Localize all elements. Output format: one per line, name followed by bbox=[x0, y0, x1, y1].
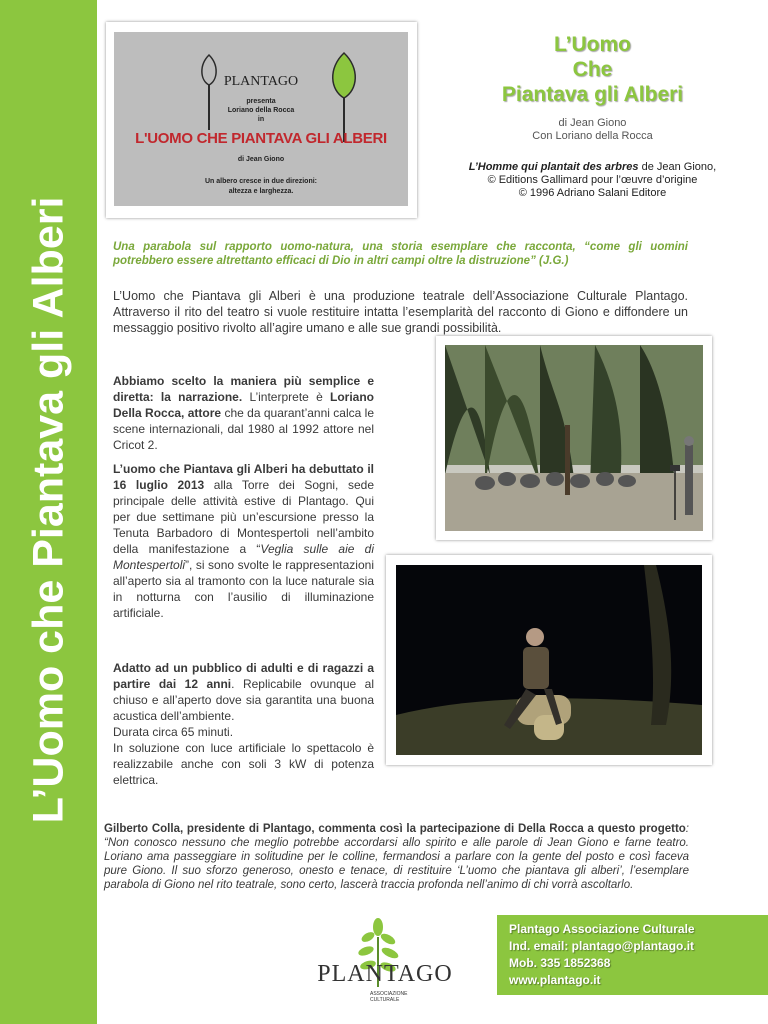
credit-performer: Con Loriano della Rocca bbox=[532, 130, 653, 142]
president-comment bbox=[104, 822, 689, 892]
p2-italic-1: Veglia sulle aie di Montespertoli bbox=[113, 542, 374, 572]
p3-text-1: . Replicabile ovunque al chiuso e all’aperto dove sia garantita una buona acustica dell’ambiente. bbox=[113, 677, 374, 723]
poster-tagline-2: altezza e larghezza. bbox=[228, 188, 294, 195]
p1-bold-2: Loriano Della Rocca, attore bbox=[113, 390, 374, 420]
plantago-logo bbox=[310, 917, 460, 1017]
rights-line-3: © 1996 Adriano Salani Editore bbox=[518, 187, 667, 199]
sidebar-title: L’Uomo che Piantava gli Alberi bbox=[24, 196, 73, 824]
quote: Una parabola sul rapporto uomo-natura, una storia esemplare che racconta, “come gli uomini potrebbero essere altrettanto efficaci di Dio in altri campi oltre la distruzione” (J.G.) bbox=[113, 241, 688, 267]
poster-in: in bbox=[257, 116, 265, 123]
photo-performance-dusk-image bbox=[445, 345, 703, 531]
poster-brand: PLANTAGO bbox=[223, 74, 299, 89]
contact-box bbox=[497, 915, 768, 995]
intro-paragraph: L’Uomo che Piantava gli Alberi è una produzione teatrale dell’Associazione Culturale Plantago. Attraverso il rito del teatro si vuole restituire intatta l’esemplarità del racconto di Giono e diffondere un messaggio positivo rivolto all’agire umano e alle sue grandi possibilità. bbox=[113, 289, 688, 335]
contact-phone: Mob. 335 1852368 bbox=[509, 956, 611, 970]
p1-text-1: L’interprete è bbox=[242, 390, 330, 404]
p2-text-2: ”, si sono svolte le rappresentazioni all’aperto sia al tramonto con la luce naturale sia in notturna con l’ausilio di illuminazione artificiale. bbox=[113, 558, 374, 620]
p3-duration: Durata circa 65 minuti. bbox=[113, 725, 234, 739]
title-block bbox=[445, 32, 740, 200]
p1-text-2: che da quarant’anni calca le scene internazionali, dal 1980 al 1992 attore nel Cricot 2. bbox=[113, 406, 374, 452]
paragraph-debut bbox=[113, 461, 374, 621]
poster-author: di Jean Giono bbox=[237, 156, 285, 163]
contact-org: Plantago Associazione Culturale bbox=[509, 922, 695, 936]
contact-email[interactable]: Ind. email: plantago@plantago.it bbox=[509, 939, 695, 953]
comment-italic: : “Non conosco nessuno che meglio potrebbe accordarsi allo spirito e alle parole di Jean Giono e farne teatro. Loriano ama passeggiare in solitudine per le colline, fermandosi a parlare con la gente del posto e così faceva pure Giono. Il suo sforzo generoso, onesto e tenace, di restituire ‘L’uomo che piantava gli alberi’, l’esemplare parabola di Giono nel rito teatrale, sono certo, lascerà traccia profonda nell’animo di chi vorrà ascoltarlo. bbox=[104, 823, 689, 891]
main-title-line-1: L’Uomo bbox=[554, 33, 631, 56]
main-title-line-3: Piantava gli Alberi bbox=[501, 83, 684, 106]
contact-website[interactable]: www.plantago.it bbox=[509, 973, 601, 987]
logo-sub-2: CULTURALE bbox=[370, 997, 400, 1003]
photo-performance-night bbox=[386, 555, 712, 765]
rights-author: de Jean Giono, bbox=[638, 161, 717, 173]
photo-performance-dusk bbox=[436, 336, 712, 540]
poster-tagline-1: Un albero cresce in due direzioni: bbox=[204, 178, 318, 185]
p2-text-1: alla Torre dei Sogni, sede principale delle attività estive di Plantago. Qui per due settimane più un’escursione presso la Tenuta Barbadoro di Montespertoli nell’ambito della manifestazione a “ bbox=[113, 478, 374, 556]
p2-bold-1: L’uomo che Piantava gli Alberi ha debuttato il 16 luglio 2013 bbox=[113, 462, 374, 492]
rights-original-title: L’Homme qui plantait des arbres bbox=[468, 161, 639, 173]
paragraph-narration bbox=[113, 373, 374, 453]
main-title-line-2: Che bbox=[572, 58, 613, 81]
rights-line-2: © Editions Gallimard pour l’œuvre d’origine bbox=[487, 174, 698, 186]
p1-bold-1: Abbiamo scelto la maniera più semplice e diretta: la narrazione. bbox=[113, 374, 374, 404]
poster-canvas bbox=[114, 32, 408, 206]
sidebar bbox=[0, 0, 97, 1024]
rights-line-1 bbox=[445, 161, 740, 174]
p3-lighting: In soluzione con luce artificiale lo spettacolo è realizzabile anche con soli 3 kW di potenza elettrica. bbox=[113, 741, 374, 787]
poster-presenta: presenta bbox=[246, 98, 276, 105]
logo-brand: PLANTAGO bbox=[317, 961, 453, 987]
credit-author: di Jean Giono bbox=[558, 117, 627, 129]
poster-image bbox=[106, 22, 417, 218]
paragraph-audience bbox=[113, 660, 374, 788]
photo-performance-night-image bbox=[396, 565, 702, 755]
logo-sub-1: ASSOCIAZIONE bbox=[370, 991, 408, 997]
comment-bold: Gilberto Colla, presidente di Plantago, commenta così la partecipazione di Della Rocca a questo progetto bbox=[104, 823, 686, 835]
poster-performer: Loriano della Rocca bbox=[227, 107, 295, 114]
p3-bold-1: Adatto ad un pubblico di adulti e di ragazzi a partire dai 12 anni bbox=[113, 661, 374, 691]
tree-right-icon bbox=[324, 50, 364, 142]
poster-title: L'UOMO CHE PIANTAVA GLI ALBERI bbox=[135, 130, 387, 147]
